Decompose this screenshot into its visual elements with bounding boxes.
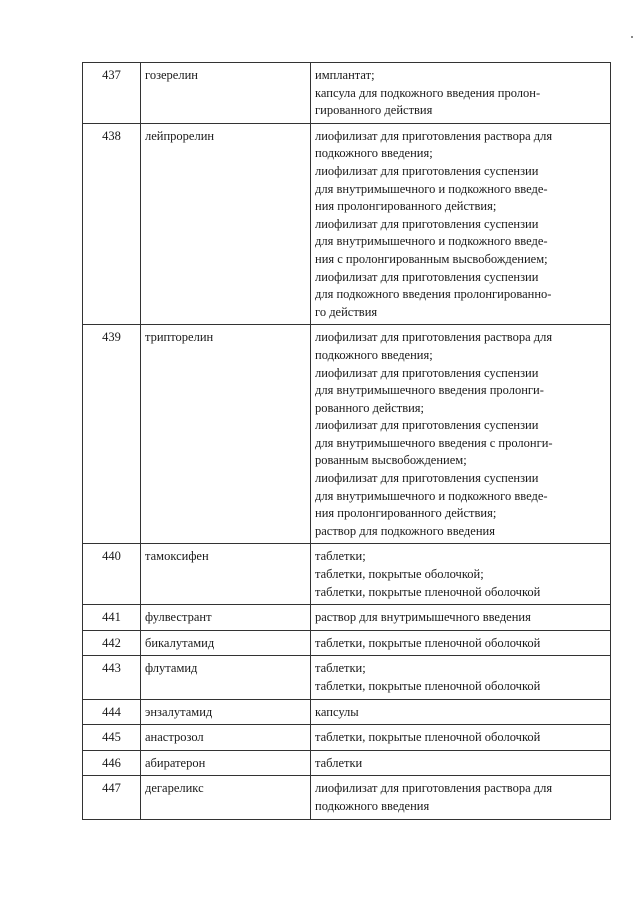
table-row <box>83 750 611 776</box>
row-number: 444 <box>83 699 141 725</box>
dosage-form-line: таблетки; <box>315 549 366 564</box>
row-number: 441 <box>83 605 141 631</box>
row-number: 437 <box>83 63 141 124</box>
row-number: 443 <box>83 656 141 699</box>
row-number: 442 <box>83 630 141 656</box>
dosage-form-line: таблетки, покрытые пленочной оболочкой <box>315 635 541 650</box>
row-number: 438 <box>83 123 141 325</box>
drug-name: трипторелин <box>141 325 311 544</box>
table-row <box>83 123 611 325</box>
dosage-form-line: для внутримышечного и подкожного введе- <box>315 488 548 503</box>
dosage-forms <box>311 656 611 699</box>
table-row <box>83 776 611 819</box>
dosage-form-line: таблетки, покрытые пленочной оболочкой <box>315 679 541 693</box>
drug-name: фулвестрант <box>141 605 311 631</box>
dosage-forms <box>311 725 611 751</box>
row-number: 445 <box>83 725 141 751</box>
dosage-form-line: ния пролонгированного действия; <box>315 506 497 521</box>
row-number: 439 <box>83 325 141 544</box>
dosage-form-line: лиофилизат для приготовления суспензии <box>315 163 539 178</box>
drug-name: лейпрорелин <box>141 123 311 325</box>
table-row <box>83 544 611 605</box>
dosage-form-line: таблетки, покрытые оболочкой; <box>315 567 484 582</box>
dosage-forms <box>311 544 611 605</box>
dosage-forms <box>311 630 611 656</box>
dosage-forms <box>311 699 611 725</box>
dosage-form-line: таблетки, покрытые пленочной оболочкой <box>315 584 541 599</box>
dosage-form-line: лиофилизат для приготовления раствора для <box>315 330 553 345</box>
dosage-form-line: подкожного введения <box>315 798 430 813</box>
dosage-form-line: для подкожного введения пролонгированно- <box>315 287 552 302</box>
drug-name: абиратерон <box>141 750 311 776</box>
dosage-form-line: для внутримышечного и подкожного введе- <box>315 234 548 249</box>
table-row <box>83 63 611 124</box>
dosage-form-line: подкожного введения; <box>315 347 433 362</box>
row-number: 447 <box>83 776 141 819</box>
dosage-form-line: лиофилизат для приготовления суспензии <box>315 471 539 486</box>
dosage-form-line: рованным высвобождением; <box>315 453 467 468</box>
scan-dot <box>631 36 633 38</box>
table-row <box>83 605 611 631</box>
dosage-form-line: капсулы <box>315 704 359 719</box>
dosage-form-line: ния с пролонгированным высвобождением; <box>315 251 548 266</box>
dosage-form-line: ния пролонгированного действия; <box>315 199 497 214</box>
drug-table-body <box>83 63 611 820</box>
table-row <box>83 656 611 699</box>
table-row <box>83 325 611 544</box>
dosage-form-line: рованного действия; <box>315 400 425 415</box>
drug-name: бикалутамид <box>141 630 311 656</box>
dosage-form-line: таблетки <box>315 755 363 770</box>
dosage-forms <box>311 325 611 544</box>
dosage-form-line: лиофилизат для приготовления суспензии <box>315 418 539 433</box>
table-row <box>83 630 611 656</box>
drug-name: тамоксифен <box>141 544 311 605</box>
dosage-forms <box>311 605 611 631</box>
drug-name: гозерелин <box>141 63 311 124</box>
dosage-form-line: раствор для подкожного введения <box>315 523 495 538</box>
dosage-form-line: лиофилизат для приготовления раствора для <box>315 128 553 143</box>
dosage-form-line: для внутримышечного введения пролонги- <box>315 383 544 398</box>
drug-name: анастрозол <box>141 725 311 751</box>
dosage-form-line: подкожного введения; <box>315 146 433 161</box>
row-number: 440 <box>83 544 141 605</box>
dosage-form-line: гированного действия <box>315 103 433 118</box>
table-row <box>83 725 611 751</box>
dosage-form-line: для внутримышечного и подкожного введе- <box>315 181 548 196</box>
drug-table <box>82 62 611 820</box>
dosage-form-line: лиофилизат для приготовления раствора для <box>315 781 553 796</box>
dosage-forms <box>311 123 611 325</box>
dosage-form-line: раствор для внутримышечного введения <box>315 610 531 625</box>
dosage-form-line: капсула для подкожного введения пролон- <box>315 85 541 100</box>
dosage-forms <box>311 776 611 819</box>
row-number: 446 <box>83 750 141 776</box>
drug-name: энзалутамид <box>141 699 311 725</box>
dosage-form-line: имплантат; <box>315 68 375 82</box>
table-row <box>83 699 611 725</box>
dosage-form-line: для внутримышечного введения с пролонги- <box>315 435 553 450</box>
drug-name: флутамид <box>141 656 311 699</box>
dosage-form-line: лиофилизат для приготовления суспензии <box>315 269 539 284</box>
dosage-forms <box>311 750 611 776</box>
dosage-forms <box>311 63 611 124</box>
dosage-form-line: таблетки, покрытые пленочной оболочкой <box>315 730 541 745</box>
dosage-form-line: лиофилизат для приготовления суспензии <box>315 365 539 380</box>
dosage-form-line: таблетки; <box>315 661 366 676</box>
dosage-form-line: лиофилизат для приготовления суспензии <box>315 216 539 231</box>
drug-name: дегареликс <box>141 776 311 819</box>
dosage-form-line: го действия <box>315 304 378 319</box>
